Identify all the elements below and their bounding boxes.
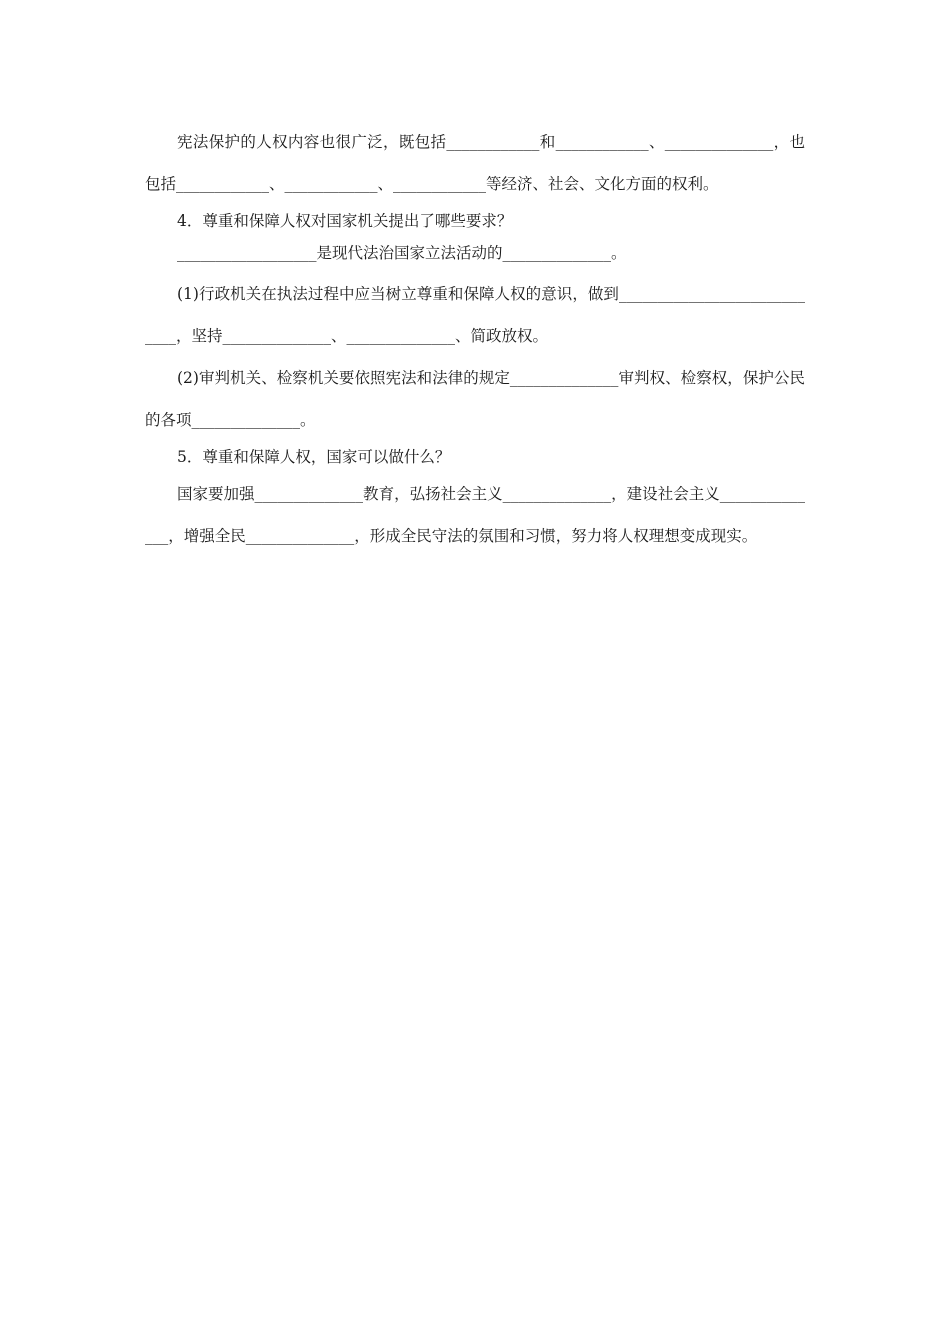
question-5: 5．尊重和保障人权，国家可以做什么？ [177,448,451,466]
document-page [145,121,805,557]
paragraph-human-rights-content: 宪法保护的人权内容也很广泛，既包括____________和____________、______________，也包括____________、____________、____________等经济、社会、文化方面的权利。 [145,133,805,193]
paragraph-judicial-organs: (2)审判机关、检察机关要依照宪法和法律的规定______________审判权、检察权，保护公民的各项______________。 [145,369,805,429]
paragraph-state-actions: 国家要加强______________教育，弘扬社会主义______________，建设社会主义______________，增强全民______________，形成全民守法的氛围和习惯，努力将人权理想变成现实。 [145,485,805,545]
paragraph-legislation: __________________是现代法治国家立法活动的______________。 [177,244,627,262]
question-4: 4．尊重和保障人权对国家机关提出了哪些要求？ [177,212,513,230]
paragraph-administrative-organs: (1)行政机关在执法过程中应当树立尊重和保障人权的意识，做到____________________________，坚持______________、______________、简政放权。 [145,285,805,345]
